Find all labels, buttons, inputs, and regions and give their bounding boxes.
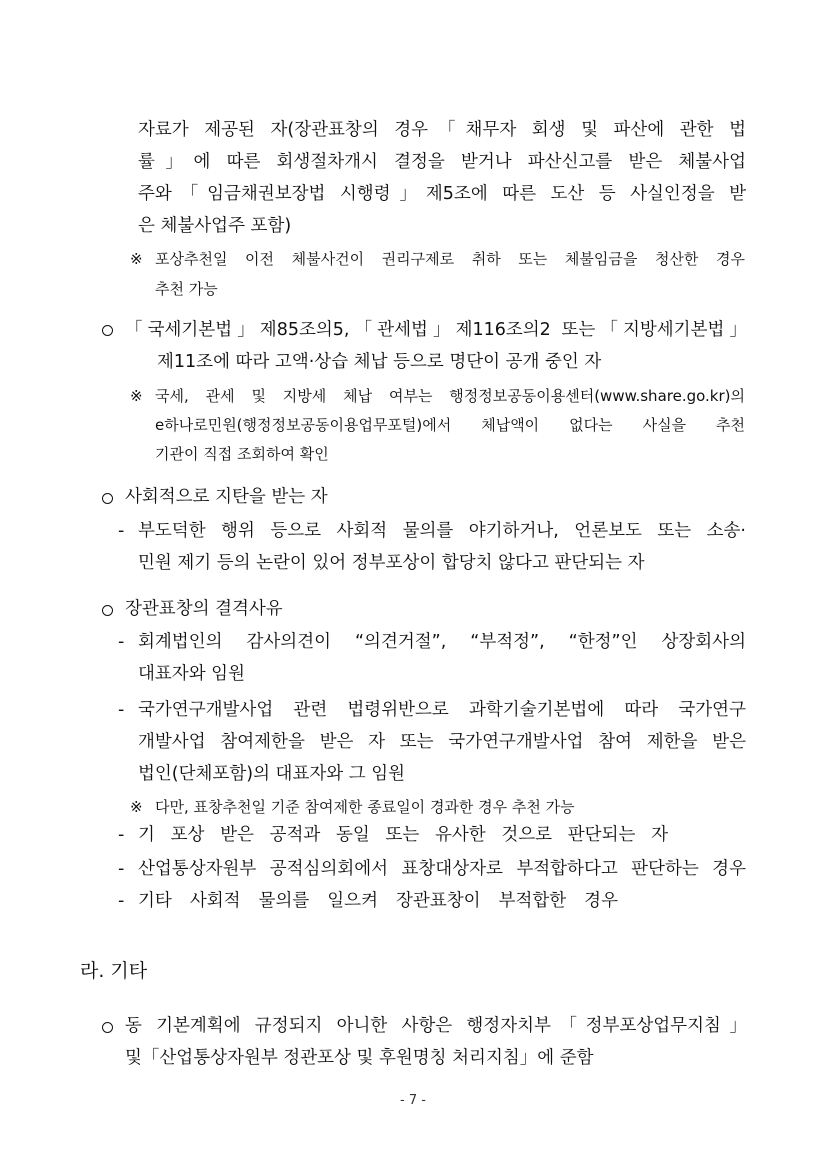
circle-bullet-icon	[102, 1022, 113, 1033]
text-line: 민원 제기 등의 논란이 있어 정부포상이 합당치 않다고 판단되는 자	[138, 553, 645, 573]
circle-bullet-icon	[102, 325, 113, 336]
page-number: - 7 -	[400, 1093, 426, 1108]
text-line: 자료가 제공된 자(장관표창의 경우「채무자 회생 및 파산에 관한 법	[138, 120, 746, 140]
text-line: 동 기본계획에 규정되지 아니한 사항은 행정자치부「정부포상업무지침」	[125, 1016, 747, 1036]
text-line: 부도덕한 행위 등으로 사회적 물의를 야기하거나, 언론보도 또는 소송·	[138, 521, 746, 541]
text-line: 주와「임금채권보장법 시행령」제5조에 따른 도산 등 사실인정을 받	[138, 184, 746, 204]
text-line: 및「산업통상자원부 정관포상 및 후원명칭 처리지침」에 준함	[125, 1048, 594, 1068]
note-line: 국세, 관세 및 지방세 체납 여부는 행정정보공동이용센터(www.share.go.kr)의	[155, 387, 745, 405]
text-line: 기 포상 받은 공적과 동일 또는 유사한 것으로 판단되는 자	[138, 825, 668, 845]
note-line: 포상추천일 이전 체불사건이 권리구제로 취하 또는 체불임금을 청산한 경우	[155, 250, 745, 268]
text-line: 국가연구개발사업 관련 법령위반으로 과학기술기본법에 따라 국가연구	[138, 700, 746, 720]
note-line: e하나로민원(행정정보공동이용업무포털)에서 체납액이 없다는 사실을 추천	[155, 416, 745, 434]
text-line: 「국세기본법」제85조의5,「관세법」제116조의2 또는「지방세기본법」	[125, 320, 747, 340]
dash-bullet: -	[118, 859, 125, 879]
reference-mark: ※	[130, 250, 143, 268]
section-heading: 라. 기타	[80, 960, 148, 982]
text-line: 산업통상자원부 공적심의회에서 표창대상자로 부적합하다고 판단하는 경우	[138, 859, 746, 879]
note-line: 추천 가능	[155, 280, 218, 298]
dash-bullet: -	[118, 632, 125, 652]
dash-bullet: -	[118, 891, 125, 911]
note-line: 다만, 표창추천일 기준 참여제한 종료일이 경과한 경우 추천 가능	[155, 798, 575, 816]
dash-bullet: -	[118, 700, 125, 720]
reference-mark: ※	[130, 387, 143, 405]
circle-bullet-icon	[102, 605, 113, 616]
text-line: 률」에 따른 회생절차개시 결정을 받거나 파산신고를 받은 체불사업	[138, 152, 746, 172]
text-line: 개발사업 참여제한을 받은 자 또는 국가연구개발사업 참여 제한을 받은	[138, 732, 746, 752]
text-line: 법인(단체포함)의 대표자와 그 임원	[138, 764, 406, 784]
section-title: 장관표창의 결격사유	[125, 599, 283, 619]
reference-mark: ※	[130, 798, 143, 816]
circle-bullet-icon	[102, 493, 113, 504]
dash-bullet: -	[118, 825, 125, 845]
text-line: 대표자와 임원	[138, 664, 245, 684]
text-line: 회계법인의 감사의견이 “의견거절”, “부적정”, “한정”인 상장회사의	[138, 632, 746, 652]
dash-bullet: -	[118, 521, 125, 541]
note-line: 기관이 직접 조회하여 확인	[155, 445, 329, 463]
text-line: 기타 사회적 물의를 일으켜 장관표창이 부적합한 경우	[138, 891, 618, 911]
text-line: 은 체불사업주 포함)	[138, 216, 292, 236]
text-line: 제11조에 따라 고액·상습 체납 등으로 명단이 공개 중인 자	[157, 352, 602, 372]
section-title: 사회적으로 지탄을 받는 자	[125, 487, 328, 507]
